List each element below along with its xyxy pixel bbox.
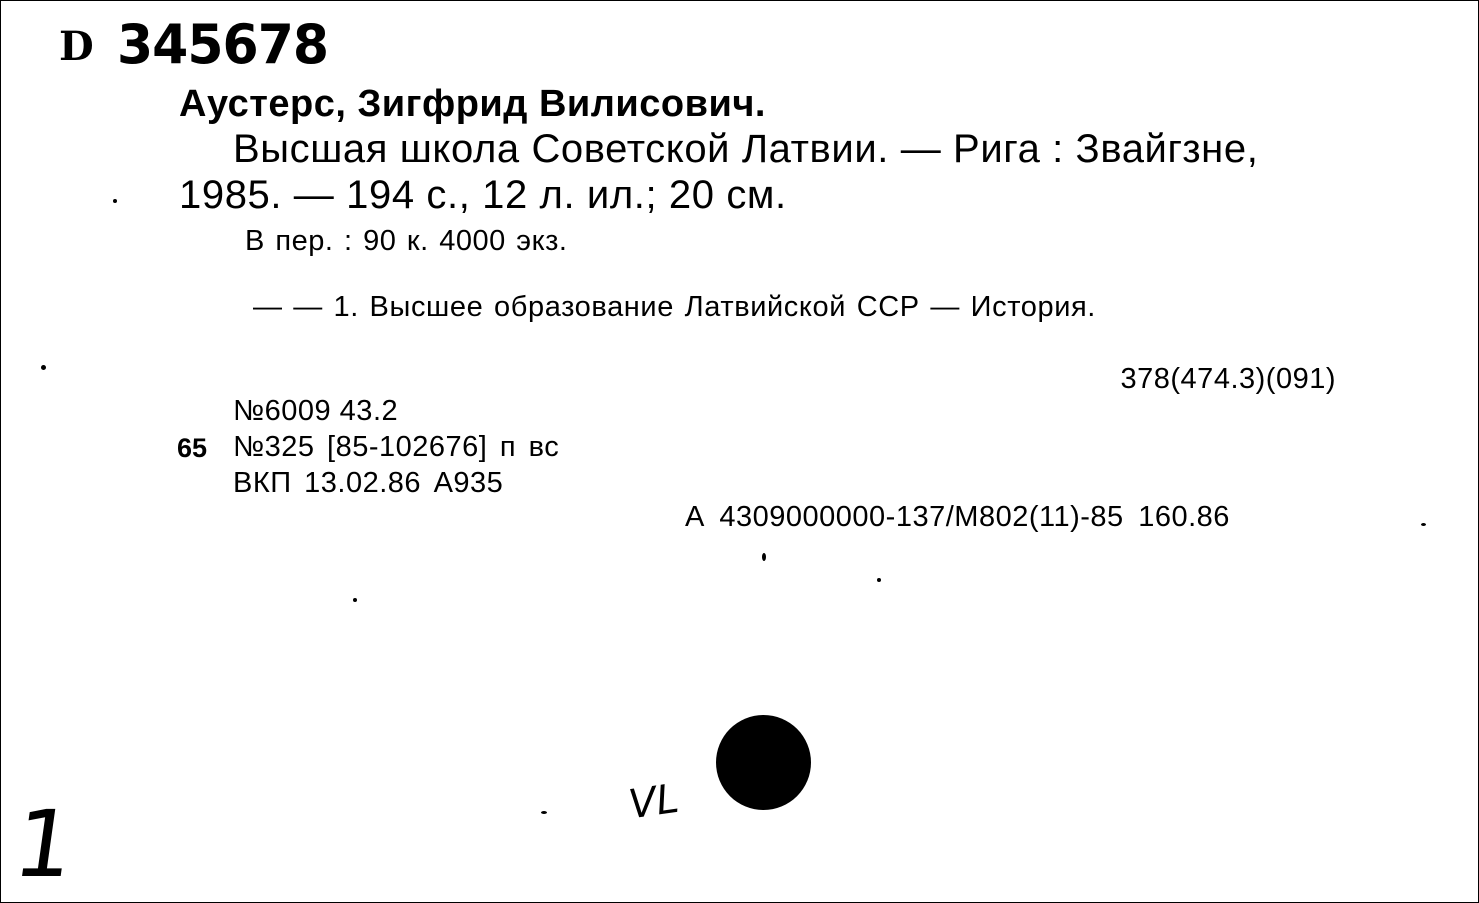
handwritten-initials: VL	[626, 775, 682, 829]
punch-hole	[716, 715, 811, 810]
udc-classification: 378(474.3)(091)	[1120, 363, 1336, 395]
ink-speck	[541, 811, 547, 814]
accession-line-2: №325 [85-102676] п вс	[233, 431, 560, 463]
ink-speck	[353, 598, 357, 602]
publication-line: 1985. — 194 с., 12 л. ил.; 20 см.	[179, 173, 787, 217]
ink-speck	[1421, 523, 1426, 526]
title-line: Высшая школа Советской Латвии. — Рига : Звайгзне,	[233, 127, 1259, 171]
subject-heading: — — 1. Высшее образование Латвийской ССР — История.	[253, 291, 1096, 323]
handwritten-one: 1	[7, 791, 82, 898]
publisher-code-line: А 4309000000-137/М802(11)-85 160.86	[685, 501, 1230, 533]
accession-line-2-number: 65	[177, 433, 208, 463]
call-number-prefix: D	[59, 23, 94, 70]
ink-speck	[762, 553, 766, 561]
accession-line-3: ВКП 13.02.86 А935	[233, 467, 504, 499]
ink-speck	[877, 578, 881, 582]
accession-line-1: №6009 43.2	[233, 395, 399, 427]
ink-speck	[41, 365, 46, 370]
ink-speck	[113, 199, 117, 203]
author-heading: Аустерс, Зигфрид Вилисович.	[179, 83, 766, 125]
call-number: 345678	[117, 13, 329, 77]
price-line: В пер. : 90 к. 4000 экз.	[245, 225, 568, 257]
